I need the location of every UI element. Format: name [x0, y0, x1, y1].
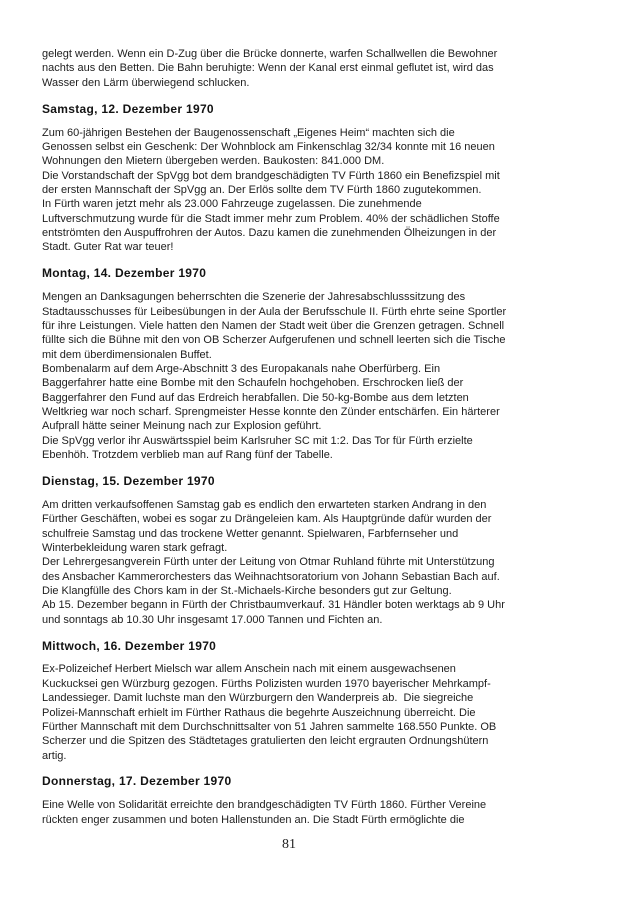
- text-line: nachts aus den Betten. Die Bahn beruhigte: Wenn der Kanal erst einmal geflutet ist, wird das: [42, 62, 494, 75]
- text-line: Aufprall hätte seiner Meinung nach zur Explosion geführt.: [42, 420, 322, 433]
- text-line: Genossen selbst ein Geschenk: Der Wohnblock am Finkenschlag 32/34 konnte mit 16 neuen: [42, 140, 495, 153]
- text-line: für ihre Leistungen. Viele hatten den Namen der Stadt weit über die Grenzen getragen. Schnell: [42, 319, 505, 332]
- text-line: Baggerfahrer hatte eine Bombe mit den Schaufeln hochgehoben. Erschrocken ließ der: [42, 377, 464, 390]
- text-line: Winterbekleidung waren stark gefragt.: [42, 541, 228, 554]
- text-line: Fürther Geschäften, wobei es sogar zu Drängeleien kam. Als Hauptgründe dafür wurden der: [42, 513, 492, 526]
- text-line: Die Vorstandschaft der SpVgg bot dem brandgeschädigten TV Fürth 1860 ein Benefizspiel mit: [42, 169, 500, 182]
- paragraph: [42, 498, 536, 627]
- text-line: Fürther Mannschaft mit dem Durchschnittsalter von 51 Jahren sammelte 168.550 Punkte. OB: [42, 720, 497, 733]
- text-line: Wohnungen den Mietern übergeben werden. Baukosten: 841.000 DM.: [42, 155, 385, 168]
- text-line: Ebenhöh. Trotzdem verblieb man auf Rang fünf der Tabelle.: [42, 448, 333, 461]
- date-heading: Dienstag, 15. Dezember 1970: [42, 473, 215, 488]
- text-line: In Fürth waren jetzt mehr als 23.000 Fahrzeuge zugelassen. Die zunehmende: [42, 198, 422, 211]
- date-heading: Montag, 14. Dezember 1970: [42, 266, 207, 281]
- text-line: Weltkrieg war noch scharf. Sprengmeister Hesse konnte den Zünder entschärfen. Ein härterer: [42, 405, 500, 418]
- paragraph: [42, 662, 536, 762]
- date-heading: Mittwoch, 16. Dezember 1970: [42, 638, 217, 653]
- text-line: entströmten den Auspuffrohren der Autos. Dazu kamen die zunehmenden Ölheizungen in der: [42, 226, 497, 239]
- date-heading: Donnerstag, 17. Dezember 1970: [42, 774, 232, 789]
- text-line: Stadtausschusses für Leibesübungen in der Aula der Berufsschule II. Fürth ehrte seine Sportler: [42, 305, 507, 318]
- paragraph: [42, 290, 536, 462]
- text-line: gelegt werden. Wenn ein D-Zug über die Brücke donnerte, warfen Schallwellen die Bewohner: [42, 48, 498, 60]
- text-line: Luftverschmutzung wurde für die Stadt immer mehr zum Problem. 40% der schädlichen Stoffe: [42, 212, 500, 225]
- date-heading: Samstag, 12. Dezember 1970: [42, 101, 214, 116]
- text-line: schulfreie Samstag und das trockene Wetter genannt. Spielwaren, Farbfernseher und: [42, 527, 459, 540]
- text-line: Wasser den Lärm überwiegend schlucken.: [42, 76, 250, 89]
- text-line: artig.: [42, 749, 67, 762]
- text-line: des Ansbacher Kammerorchesters das Weihnachtsoratorium von Johann Sebastian Bach auf.: [42, 570, 500, 583]
- paragraph: [42, 126, 536, 255]
- text-line: Kuckucksei gen Würzburg gezogen. Fürths Polizisten wurden 1970 bayerischer Mehrkampf-: [42, 677, 491, 690]
- text-line: Stadt. Guter Rat war teuer!: [42, 241, 174, 254]
- text-line: Bombenalarm auf dem Arge-Abschnitt 3 des Europakanals nahe Oberfürberg. Ein: [42, 362, 441, 375]
- text-line: Ex-Polizeichef Herbert Mielsch war allem Anschein nach mit einem ausgewachsenen: [42, 663, 456, 676]
- text-line: Mengen an Danksagungen beherrschten die Szenerie der Jahresabschlusssitzung des: [42, 291, 466, 304]
- text-line: Landessieger. Damit luchste man den Würzburgern den Wanderpreis ab. Die siegreiche: [42, 692, 474, 705]
- text-line: Die Klangfülle des Chors kam in der St.-Michaels-Kirche besonders gut zur Geltung.: [42, 584, 452, 597]
- text-line: Baggerfahrer den Fund auf das Erdreich herabfallen. Die 50-kg-Bombe aus dem letzten: [42, 391, 469, 404]
- text-line: und sonntags ab 10.30 Uhr insgesamt 17.000 Tannen und Fichten an.: [42, 613, 383, 626]
- text-line: Polizei-Mannschaft erhielt im Fürther Rathaus die begehrte Auszeichnung überreicht. Die: [42, 706, 476, 719]
- text-line: Scherzer und die Spitzen des Städtetages gratulierten den leicht ergrauten Ordnungshütern: [42, 735, 489, 748]
- page-number: 81: [282, 837, 296, 853]
- text-line: Zum 60-jährigen Bestehen der Baugenossenschaft „Eigenes Heim“ machten sich die: [42, 126, 455, 139]
- text-line: Der Lehrergesangverein Fürth unter der Leitung von Otmar Ruhland führte mit Unterstützung: [42, 556, 495, 569]
- text-line: Eine Welle von Solidarität erreichte den brandgeschädigten TV Fürth 1860. Fürther Vereine: [42, 799, 487, 812]
- text-line: Die SpVgg verlor ihr Auswärtsspiel beim Karlsruher SC mit 1:2. Das Tor für Fürth erzielte: [42, 434, 473, 447]
- text-line: der ersten Mannschaft der SpVgg an. Der Erlös sollte dem TV Fürth 1860 zugutekommen.: [42, 183, 482, 196]
- text-line: rückten enger zusammen und boten Hallenstunden an. Die Stadt Fürth ermöglichte die: [42, 813, 465, 826]
- text-line: Ab 15. Dezember begann in Fürth der Christbaumverkauf. 31 Händler boten werktags ab 9 Uhr: [42, 599, 505, 612]
- text-line: Am dritten verkaufsoffenen Samstag gab es endlich den erwarteten starken Andrang in den: [42, 498, 487, 511]
- paragraph: [42, 798, 536, 827]
- text-line: füllte sich die Bühne mit den von OB Scherzer Aufgerufenen und schnell leerten sich die Tische: [42, 334, 506, 347]
- paragraph: [42, 47, 536, 90]
- text-line: mit dem überdimensionalen Buffet.: [42, 348, 212, 361]
- page-footer: [42, 827, 536, 853]
